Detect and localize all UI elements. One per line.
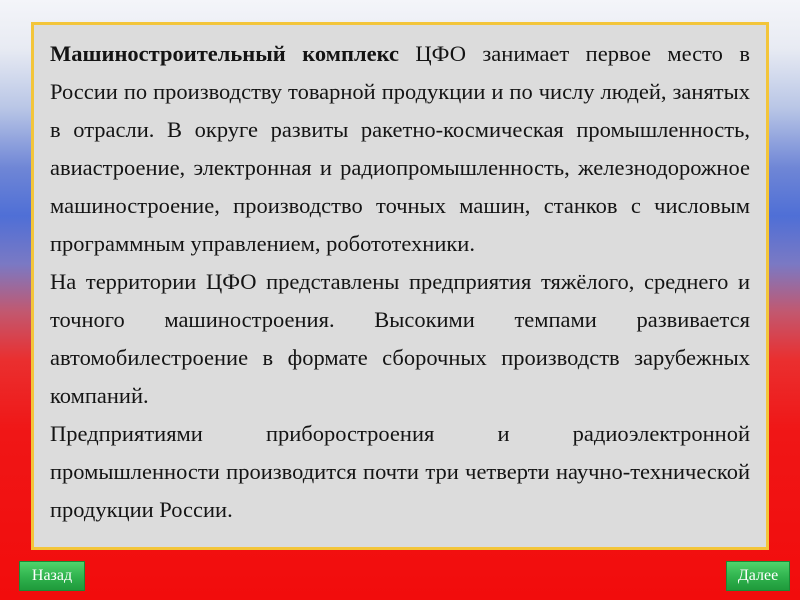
text-panel [31,22,769,550]
back-button[interactable]: Назад [19,561,85,591]
paragraph-3: Предприятиями приборостроения и радиоэлектронной промышленности производится почти три четверти научно-технической продукции России. [50,421,750,522]
paragraph-1-body: ЦФО занимает первое место в России по производству товарной продукции и по числу людей, занятых в отрасли. В округе развиты ракетно-космическая промышленность, авиастроение, электронная и радиопромышленность, железнодорожное машиностроение, производство точных машин, станков с числовым программным управлением, робототехники. [50,41,750,256]
paragraph-1 [50,35,750,263]
paragraph-2: На территории ЦФО представлены предприятия тяжёлого, среднего и точного машиностроения. Высокими темпами развивается автомобилестроение в формате сборочных производств зарубежных компаний. [50,269,750,408]
next-button[interactable]: Далее [726,561,790,591]
paragraph-1-bold-lead: Машиностроительный комплекс [50,41,399,66]
